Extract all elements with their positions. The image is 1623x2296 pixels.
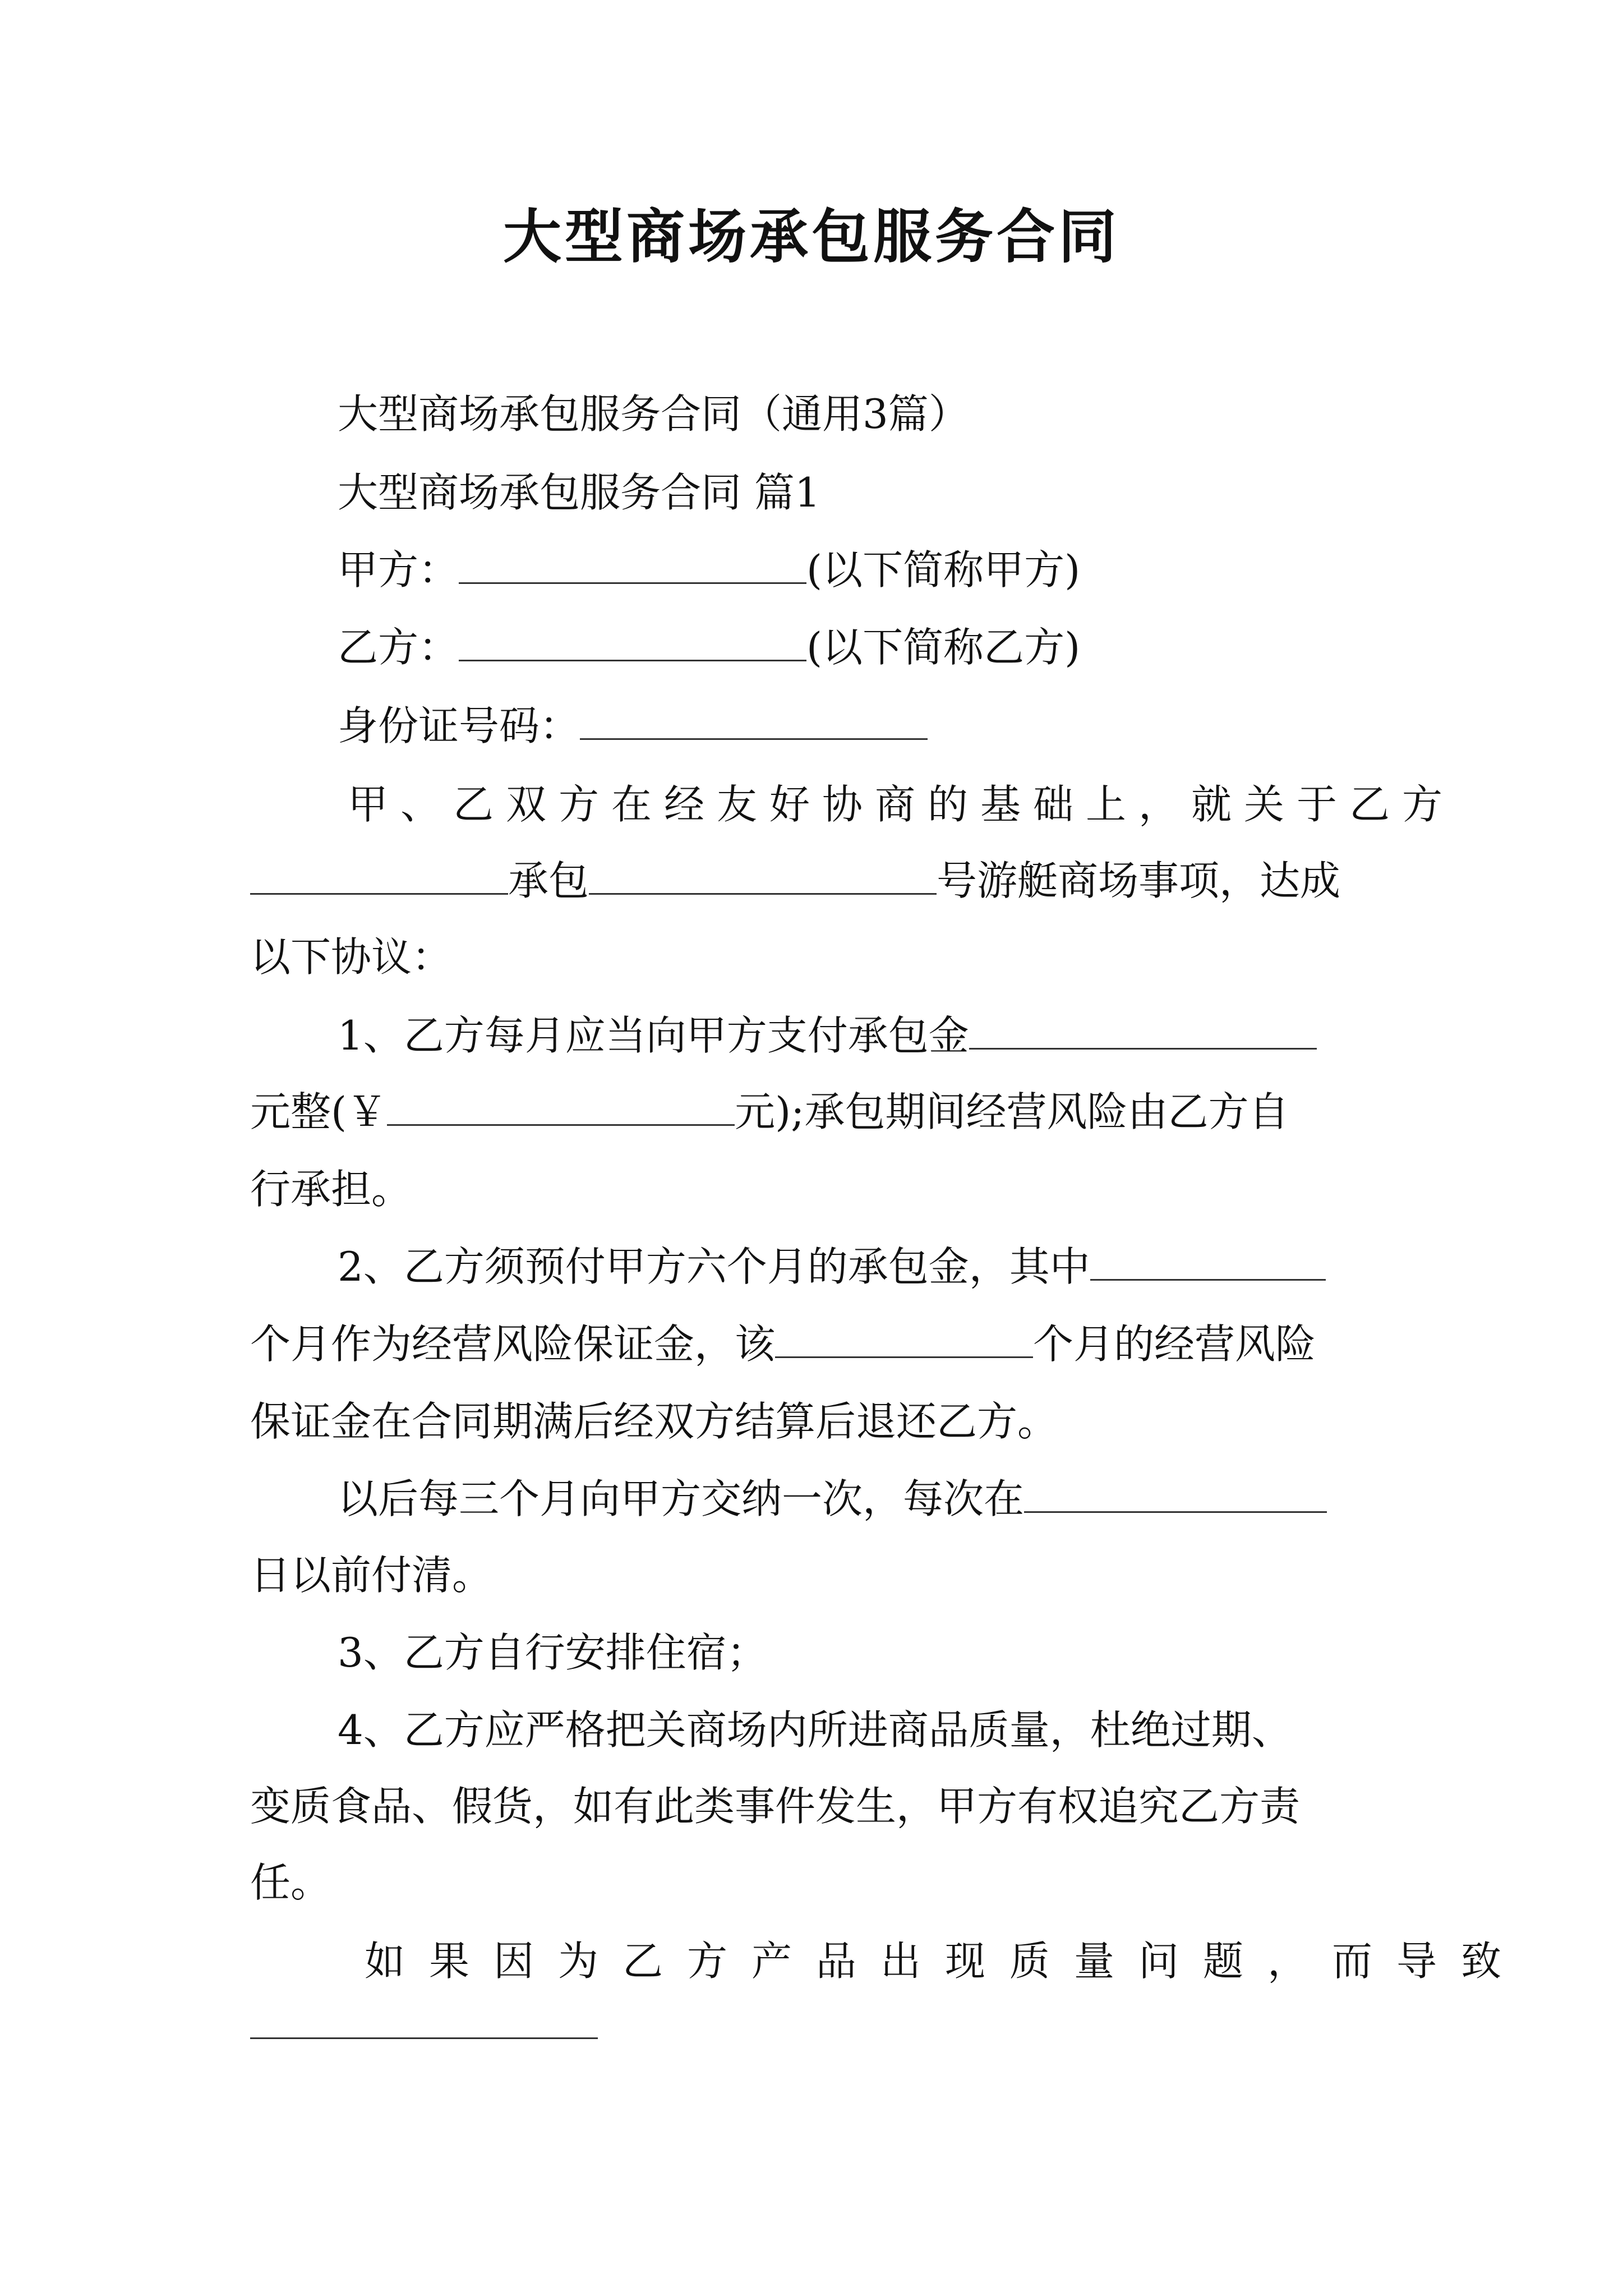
section-heading: 大型商场承包服务合同 篇1 <box>338 469 820 516</box>
clause-2-line-2-start: 个月作为经营风险保证金，该 <box>250 1320 776 1368</box>
payment-text: 以后每三个月向甲方交纳一次，每次在 <box>338 1475 1025 1522</box>
intro-contract-word: 承包 <box>508 857 589 904</box>
clause-2-text: 2、乙方须预付甲方六个月的承包金，其中 <box>338 1243 1090 1290</box>
clause-4-line-2: 变质食品、假货，如有此类事件发生，甲方有权追究乙方责 <box>250 1783 1301 1830</box>
last-line-blank-row <box>250 1997 598 2053</box>
intro-line-3: 以下协议： <box>250 933 453 981</box>
document-title: 大型商场承包服务合同 <box>502 202 1120 271</box>
intro-line-2 <box>250 853 1340 909</box>
clause-1-amount-end: 元);承包期间经营风险由乙方自 <box>735 1088 1289 1135</box>
party-b-line <box>338 619 1080 675</box>
party-a-line <box>338 542 1080 598</box>
clause-3: 3、乙方自行安排住宿； <box>338 1629 767 1676</box>
payment-line-2: 日以前付清。 <box>250 1552 493 1599</box>
clause-4-line-1: 4、乙方应严格把关商场内所进商品质量，杜绝过期、 <box>338 1706 1292 1754</box>
party-a-suffix: (以下简称甲方) <box>806 546 1081 593</box>
party-b-suffix: (以下简称乙方) <box>806 624 1081 671</box>
party-b-label: 乙方： <box>338 624 459 671</box>
party-b-blank <box>459 625 806 661</box>
clause-1-blank-amount <box>969 1013 1317 1050</box>
clause-1-amount-start: 元整(￥ <box>250 1088 388 1135</box>
clause-4-line-3: 任。 <box>250 1859 331 1906</box>
id-number-line <box>338 698 928 754</box>
clause-2-blank-1 <box>1090 1244 1326 1281</box>
id-number-blank <box>580 703 928 740</box>
clause-1-line-1 <box>338 1007 1317 1064</box>
clause-2-line-1 <box>338 1239 1326 1295</box>
clause-2-line-2-end: 个月的经营风险 <box>1033 1320 1316 1368</box>
clause-1-text: 1、乙方每月应当向甲方支付承包金 <box>338 1012 969 1059</box>
clause-1-line-3: 行承担。 <box>250 1166 412 1213</box>
clause-1-line-2 <box>250 1084 1289 1140</box>
last-line: 如果因为乙方产品出现质量问题，而导致 <box>365 1938 1526 1985</box>
id-number-label: 身份证号码： <box>338 702 580 749</box>
clause-2-line-3: 保证金在合同期满后经双方结算后退还乙方。 <box>250 1398 1058 1445</box>
clause-2-line-2 <box>250 1316 1316 1372</box>
clause-1-blank-yuan <box>387 1089 735 1126</box>
intro-blank-1 <box>250 858 508 895</box>
intro-blank-2 <box>589 858 937 895</box>
intro-line-2-end: 号游艇商场事项，达成 <box>937 857 1341 904</box>
intro-line-1: 甲、乙双方在经友好协商的基础上，就关于乙方 <box>348 781 1455 828</box>
payment-line-1 <box>338 1471 1327 1527</box>
document-subtitle: 大型商场承包服务合同（通用3篇） <box>338 390 969 438</box>
payment-blank <box>1024 1476 1327 1513</box>
clause-2-blank-2 <box>775 1322 1033 1358</box>
party-a-blank <box>459 547 806 584</box>
last-line-blank <box>250 2003 598 2039</box>
party-a-label: 甲方： <box>338 546 459 593</box>
